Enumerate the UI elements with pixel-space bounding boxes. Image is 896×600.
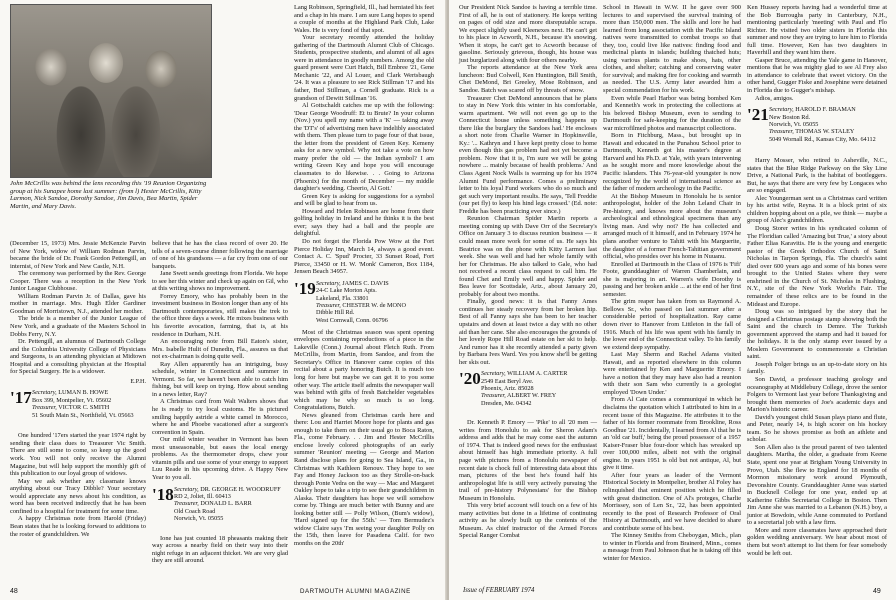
paragraph: Harry Mosser, who retired to Asheville, N.C., states that the Blue Ridge Parkway on the Sky Line Drive, a National Park, is the habitat of bootleggers. But, he says that there are very few by Longaces who are so engaged. <box>747 157 887 195</box>
paragraph: William Rodman Parvin Jr. of Dallas, gave his mother in marriage. Mrs. Hugh Elder Gardiner Goodman of Morristown, N.J., attended her mother. <box>10 292 146 315</box>
paragraph: Even while Pearl Harbor was being bombed Ken and Kenneth's work in protecting the collections at his beloved Bishop Museum, even to sending to Dartmouth for safe-keeping for the duration of the war microfilmed photos and manuscript collections. <box>603 94 741 132</box>
class-header-1920 <box>459 370 597 416</box>
secretary-label: Secretary, <box>769 106 794 114</box>
paragraph: Our mild winter weather in Vermont has been most unseasonable, but eases the local energy problems. As the thermometer drops, chew your vitamin pills and use some of your energy to support Luu Reade in his upcoming drive. A Happy New Year to you all. <box>152 436 288 481</box>
paragraph: At the Bishop Museum in Honolulu he is senior anthropologist, holder of the John Leland Chair in Pre-history, and knows more about the museum's archeological and ethnological specimens than any living man. And why not? He has collected and arranged much of it himself, and in February 1974 he plans another venture to Tahiti with his Marguerite, the daughter of a former French-Tahitian government official, who presides over his home in Nuuanu. <box>603 192 741 261</box>
paragraph: Howard and Helen Robinson are home from their golfing holiday in Ireland and he thinks it is the best ever; says they had a ball and the people are delightful. <box>294 207 434 238</box>
secretary-address-2: Phoenix, Ariz. 85028 <box>481 385 534 393</box>
paragraph: Dr. Pettengill, an alumnus of Dartmouth College and the Columbia University College of Physicians and Surgeons, is an attending physician at Midtown Hospital and a consulting physician at the Hospital for Special Surgery. He is a widower. <box>10 338 146 376</box>
treasurer-address: Dibble Hill Rd. <box>316 309 355 317</box>
paragraph: More and more classmates have approached their golden wedding anniversary. We hear about most of them but won't attempt to list them for fear somebody would be left out. <box>747 526 887 557</box>
paragraph: Our President Nick Sandoe is having a terrible time. First of all, he is out of stationery. He keeps writing on pages of odd size and more disreputable scraps. We expect slightly used Kleenexes next. He can't get to his place in Acworth, N.H., because it's snowing. When it stops, he can't get to Acworth because of gasoline. Seriously grievous, though, his house was just burglarized along with four others nearby. <box>459 4 597 64</box>
secretary-label: Secretary, <box>174 485 199 493</box>
paragraph: Joseph Folger brings us an up-to-date story on his family. <box>747 360 887 376</box>
treasurer-name: THOMAS W. STALEY <box>795 128 855 136</box>
class-officers <box>32 389 134 419</box>
right-page <box>449 0 896 600</box>
paragraph: The grim reaper has taken from us Raymond A. Bellows Sr., who passed on last summer after a considerable period of hospitalization. Ray came down river to Hanover from Littleton in the fall of 1916. Much of his life was spent with his family in the lower end of the Connecticut valley. To his family we extend deep sympathy. <box>603 298 741 351</box>
paragraph: The ceremony was performed by the Rev. George Cooper. There was a reception in the New York Junior League Clubhouse. <box>10 270 146 293</box>
paragraph: A Christmas card from Walt Walters shows that he is ready to try local customs. He is pictured smiling happily astride a white camel in Morocco, where he and Phoebe vacationed after a surgeon's convention in Spain. <box>152 398 288 436</box>
photo-caption: John McCrillis was behind the lens recording this '19 Reunion Organizing group at his Sunapee home last summer: (from l) Hester McCrillis, Kitty Larmon, Nick Sandoe, Dorothy Sandoe, Jim Davis, Bea Martin, Spider Martin, and Mary Davis. <box>10 180 207 210</box>
paragraph: believe that he has the class record of over 20. He tells of a seven-course dinner following the marriage of one of his grandsons — a far cry from one of our banquets. <box>152 240 288 270</box>
page-number: 49 <box>873 588 881 595</box>
paragraph: The bride is a member of the Junior League of New York, and a graduate of the Masters School in Dobbs Ferry, N.Y. <box>10 315 146 338</box>
paragraph: A happy Christmas note from Harold (Friday) Bean states that he is looking forward to additions to the roster of grandchildren. We <box>10 515 146 538</box>
treasurer-address: 5049 Wornall Rd., Kansas City, Mo. 64112 <box>769 135 876 143</box>
paragraph: Doug was so intrigued by the story that he designed a Christmas postage stamp showing both the Saint and the church in Demre. The Turkish government approved the stamp and had it issued for the holidays. It is the only stamp ever issued by a Moslem Government to commemorate a Christian saint. <box>747 308 887 361</box>
treasurer-label: Treasurer, <box>174 500 199 508</box>
paragraph: (December 15, 1973) Mrs. Jessie McKenzie Parvin of New York, widow of William Rodman Parvin, became the bride of Dr. Frank Gordon Pettengill, an internist, of New York and New Castle, N.H. <box>10 240 146 270</box>
treasurer-name: DONALD L. BARR <box>200 500 252 508</box>
paragraph: One hundred '17ers started the year 1974 right by sending their class dues to Treasurer Vic Smith. There are still some to come, so keep up the good work. You will not only receive the Alumni Magazine, but will help support the monthly gift of this publication to our loyal group of widows. <box>10 432 146 478</box>
class-officers <box>769 106 876 143</box>
secretary-name: JAMES C. DAVIS <box>342 279 389 287</box>
right-column-3 <box>747 4 887 557</box>
class-officers <box>316 280 406 324</box>
secretary-address: New Boston Rd. <box>769 113 811 121</box>
left-column-1 <box>10 240 146 538</box>
treasurer-address-2: West Cornwall, Conn. 06796 <box>316 316 388 324</box>
paragraph: Alec Youngerman sent us a Christmas card written by his artist wife, Reyna. It is a block print of six children hopping about on a pile, we think — maybe a group of Alec's grandchildren. <box>747 194 887 225</box>
paragraph: Forrey Emory, who has probably been in the investment business in Boston longer than any of his Dartmouth contemporaries, still makes the trek to the office three days a week. He mixes business with his favorite avocation, farming, that is, at his residence in Durham, N.H. <box>152 292 288 338</box>
class-number: '17 <box>10 388 32 408</box>
paragraph: The Kinney Smiths from Cheboygan, Mich., plan to winter in Florida and from Brainerd, Minn., comes a message from Paul Johnson that he is taking off this winter for Mexico. <box>603 532 741 562</box>
paragraph: Jane Swett sends greetings from Florida. We hope to see her this winter and check up again on Gil, who at this writing shows no improvement. <box>152 270 288 293</box>
paragraph: Son Allen also is the proud parent of two talented daughters. Martha, the older, a graduate from Keene State, spent one year at Brigham Young University in Provo, Utah. She flew to England for 18 months of Mormon missionary work around Plymouth, Devonshire County. Granddaughter Anne was started in Bucknell College for one year, ended up at Katherine Gibbs Secretarial College in Boston. Then Jim Anne she was married to a Lebanon (N.H.) boy, a junior at Bowdoin, while Anne commuted to Portland to a secretarial job with a law firm. <box>747 443 887 527</box>
left-column-3 <box>294 4 434 548</box>
paragraph: Son David, a professor teaching geology and oceanography at Middlebury College, drove the senior Folgers to Vermont last year before Thanksgiving and brought them memories of Joe's academic days and Marion's historic career. <box>747 375 887 414</box>
class-header-1919 <box>294 280 434 326</box>
secretary-address: Box 399, Montpelier, Vt. 05602 <box>32 396 112 404</box>
paragraph: Green Key is asking for suggestions for a symbol and will be glad to hear from us. <box>294 192 434 208</box>
paragraph: Doug Storer writes in his syndicated column of The Floridian called 'Amazing but True,' a story about Father Elias Karavitis. He is the young and energetic pastor of the Greek Orthodox Church of Saint Nicholas in Tarpon Springs, Fla. The church's saint died over 600 years ago and some of his bones were brought to the United States where they were enshrined in the Church of St. Nicholas in Flushing, N.Y., site of the New York World's Fair. The remainder of these relics are to be found in the Mideast and Europe. <box>747 225 887 308</box>
paragraph: Enrolled at Dartmouth in the Class of 1976 is 'Fifi' Foote, granddaughter of Warren Chamberlain, and she is majoring in art. Warren's wife Dorothy is passing and her broken ankle ... at the end of her first semester. <box>603 260 741 298</box>
treasurer-address: 51 South Main St., Northfield, Vt. 05663 <box>32 411 134 419</box>
treasurer-label: Treasurer, <box>481 392 506 400</box>
paragraph: News gleaned from Christmas cards here and there: Lou and Harriet Moore hope for plants and gas enough to take them on their usual go to Boca Raton, Fla., come February. . . Jim and Hester McCrillis enclose lovely colored photographs of an early summer 'Reunion' meeting — George and Marion Rand disclose plans for going to Sea Island, Ga., in Christmas with Kathleen Renouv. They hope to see Fay and Honey Jackson too as they Strolle-on-back through Ponte Vedra on the way — Mac and Margaret Oakley hope to take a trip to see their grandchildren in Alaska. Their daughters has hope we will somehow come by. Things are much better with Bunny and are looking better still — Polly Wilson, (Bum's widow), 'Hard signed up for the 55th.' — Tom Bermudez's widow Claire says 'I'm seeing your daughter Polly on the 15th, then leave for Pasadena Calif. for two months on the 20th' <box>294 411 434 547</box>
paragraph: Gasper Bruce, attending the Yale game in Hanover, mentions that he was mighty glad to see Al Frey also in attendance to celebrate that sweet victory. On the other hand, Gugger Fiske and Josephine were detained in Florida due to Gugger's mishap. <box>747 56 887 95</box>
magazine-footer: DARTMOUTH ALUMNI MAGAZINE <box>300 588 411 595</box>
secretary-address-2: Lakeland, Fla. 33801 <box>316 294 369 302</box>
treasurer-name: CHESTER W. de MONO <box>342 301 406 309</box>
secretary-label: Secretary, <box>32 389 57 397</box>
secretary-address-2: Norwich, Vt. 05055 <box>769 120 819 128</box>
secretary-address: RD 2, Joliet, Ill. 60413 <box>174 492 231 500</box>
paragraph: After four years as leader of the Vermont Historical Society in Montpelier, brother Al Foley has relinquished that eminent position which he filled with great distinction. One of Al's proteges, Charlie Morrissey, son of Len Sr., '22, has been appointed recently to the post of Research Professor of Oral History at Dartmouth, and we have decided to share and contribute some of his best. <box>603 471 741 532</box>
treasurer-name: VICTOR C. SMITH <box>58 404 110 412</box>
class-number: '19 <box>294 278 316 298</box>
paragraph: Ione has just counted 18 pheasants making their way across a nearby field on their way into their night refuge in an adjacent thicket. We are very glad they are still around. <box>152 534 288 565</box>
paragraph: May we ask whether any classmate knows anything about our Tracy Dibble? Your secretary would appreciate any news about his condition, as word has been received indirectly that he has been confined to a hospital for treatment for some time. <box>10 477 146 515</box>
secretary-address: 2549 East Beryl Ave. <box>481 377 534 385</box>
paragraph: School in Hawaii in W.W. II he gave over 900 lectures to and supervised the survival training of more than 150,000 men. The skills and lore he had learned from long association with the Pacific Island natives were transmitted to combat troops so that they, too, could live like natives: finding food and medicinal plants in islands; building thatched huts; using various plants to make shoes, hats, other clothes, and shelter; catching and conserving water for survival; and making fire for cooking and warmth as needed. The U.S. Army later awarded him a special commendation for his work. <box>603 4 741 95</box>
secretary-name: DR. GEORGE H. WOODRUFF <box>200 485 281 493</box>
treasurer-address: Old Coach Road <box>174 507 216 515</box>
reunion-group-photo <box>10 4 212 178</box>
treasurer-label: Treasurer, <box>316 301 341 309</box>
secretary-label: Secretary, <box>316 279 341 287</box>
paragraph: Ken Hussey reports having had a wonderful time at the Bob Burroughs party in Canterbury, N.H., mentioning particularly 'meeting' with Paul and Flo Richter. He visited two older sisters in Florida this summer and now they are trying to lure him to Florida full time. However, Ken has two daughters in Haverhill and they want him there. <box>747 4 887 57</box>
paragraph: Al Gottschaldt catches me up with the following: 'Dear George Woodruff: Et tu Brute? In your column (Nov.) you spell my name with a 'K' — taking away the 'DT's' of advertising men have indelibly associated with them. Then please turn to page four of that issue, the letter from the president of Green Key. Kemeny asks for a new symbol. Why not take a vote on how many prefer the old — the Indian symbol? I am writing Green Key and hope you will encourage classmates to do likewise. . . Going to Arizona (Phoenix) for the month of December — my middle daughter's wedding. Cheerio, Al Gott.' <box>294 102 434 193</box>
class-number: '21 <box>747 105 769 125</box>
paragraph: Ray Allen apparently has an intriguing, busy schedule, winter in Connecticut and summer in Vermont. So far, we haven't been able to catch him fishing, but will keep on trying. How about sending in a news letter, Ray? <box>152 360 288 398</box>
treasurer-label: Treasurer, <box>769 128 794 136</box>
paragraph: Dr. Kenneth P. Emory — 'Pike' to all '20 men — writes from Honolulu to ask for Sheron Adam's address and adds that he may come east the autumn of 1974. That is indeed good news for the enthusiast about himself has high immediate priority. A full page with pictures from a Honolulu newspaper of recent date is chock full of interesting data about this man, pictures of the best he's found half his anthropologist life is still very actively pursuing 'the trail of pre-history Polynesians' for the Bishop Museum in Honolulu. <box>459 419 597 502</box>
paragraph: Lang Robinson, Springfield, Ill., had herniated his feet and a chap in his mare. I am sure Lang hopes to spend a couple of months at the Highland Park Club, Lake Wales. He is very fond of that spot. <box>294 4 434 34</box>
class-header-1921 <box>747 106 887 154</box>
class-number: '18 <box>152 484 174 504</box>
secretary-name: LUMAN B. HOWE <box>58 389 109 397</box>
paragraph: Adios, amigos. <box>755 94 794 102</box>
paragraph: Reunion Chairman Spider Martin reports a meeting coming up with Dave Orr of the Secretary's Office on January 3 to discuss reunion business — it could mean more work for some of us. He says his Beatrice was on the phone with Kitty Larmon last week. She was well and had her whole family with her for Christmas. He also talked to Gale, who had not received a recent class request to call him. He found Chet and Emily well and happy. Spider and Bea leave for Scottsdale, Ariz., about January 20, probably for about two months. <box>459 215 597 298</box>
paragraph: This very brief account will touch on a few of his many activities but done in a lifetime of continuing activity as he slowly built up the contents of the Museum. As chief instructor of the Armed Forces Special Ranger Combat <box>459 502 597 540</box>
left-column-2 <box>152 240 288 565</box>
treasurer-label: Treasurer, <box>32 404 57 412</box>
paragraph: Your secretary recently attended the holiday gathering of the Dartmouth Alumni Club of Chicago. Students, prospective students, and alumni of all ages were in attendance in goodly numbers. Among the old guard present were Curt Hatch, Bill Embree '21, Gene Mechanic '22, and Al Louer, and Clark Wertsbaugh '24. It was a pleasure to see Rick Stillman '17 and his father, Bud Stillman, a Cornell graduate. Rick is a grandson of Dewitt Stillman '16. <box>294 34 434 102</box>
class-header-1917 <box>10 389 146 429</box>
paragraph: Do not forget the Florida Pow Wow at the Fort Pierce Holiday Inn, March 14, always a good event. Contact A. C. 'Spud' Procter, 33 Sunset Road, Fort Pierce, 33450 or H. W. 'Monk' Cameron, Box 1184, Jensen Beach 34957. <box>294 237 434 276</box>
page-number: 48 <box>10 588 18 595</box>
class-officers <box>174 486 281 523</box>
class-officers <box>481 370 567 407</box>
secretary-label: Secretary, <box>481 370 506 378</box>
issue-date: Issue of FEBRUARY 1974 <box>463 587 535 594</box>
class-header-1918 <box>152 486 288 532</box>
right-column-1 <box>459 4 597 540</box>
signature: E.P.H. <box>130 377 146 385</box>
right-column-2 <box>603 4 741 562</box>
secretary-name: WILLIAM A. CARTER <box>507 370 568 378</box>
paragraph: Most of the Christmas season was spent opening envelopes containing reproductions of a piece in the Lakeville (Conn.) Journal about Fletch Ruth. From McCrillis, from Martin, from Sandoe, and from the Secretary's Office in Hanover came copies of this recital about a party honoring Butch. It is much too long for here but maybe we can get it to you some other way. The article itself admits the newspaper wall was behind with gifts of fresh Batchelder vegetables which may be why so much is so long. Congratulations, Butch. <box>294 328 434 412</box>
treasurer-address: Dresden, Me. 04342 <box>481 399 532 407</box>
left-page <box>0 0 447 600</box>
treasurer-address-2: Norwich, Vt. 05055 <box>174 515 224 523</box>
secretary-name: HAROLD F. BRAMAN <box>795 106 856 114</box>
paragraph: The reports attendance at the New York area luncheon: Bud Colwell, Ken Huntington, Bill Smith, Chet DeMond, Bri Greeley, Mose Robinson, and Sandoe. Batch was scared off by threats of snow. <box>459 64 597 95</box>
paragraph: David's youngest child Susan plays piano and flute, and Peter, nearly 14, is high scorer on his hockey team. So he shows promise as both an athlete and scholar. <box>747 413 887 444</box>
secretary-address: 24-C Lake Morton Apts. <box>316 287 377 295</box>
paragraph: Treasurer Chet DeMond announces that he plans to stay in New York this winter in his comfortable, warm apartment. 'We will not even go up to the Connecticut house unless something happens up there like the burglary the Sandoes had.' He encloses a short note from Charlie Warner in Hopkinsville, Ky.: '... Kathryn and I have kept pretty close to home even though this gas problem had not yet become a problem. Now that it is, I'm sure we will be going nowhere ... mainly because of health problems.' And Class Agent Nock Walls is warming up for his 1974 Alumni Fund performance. Comes a preliminary letter to his loyal Fund workers who do so much and get such very important results. He says, 'Tell Freddie (our pet fly) to keep his hind legs crossed.' (Ed. note: Freddie has been practicing ever since.) <box>459 94 597 215</box>
paragraph: An encouraging note from Bill Eaton's sister, Mrs. Isabelle Hulit of Dunedin, Fla., assures us that not ex-chairman is doing quite well. <box>152 338 288 361</box>
paragraph: Born in Fitchburg, Mass., but brought up in Hawaii and educated in the Punahou School prior to Dartmouth, Kenneth got his master's degree at Harvard and his Ph.D. at Yale, with years intervening as he sought more and more knowledge about the Pacific islanders. This 76-year-old youngster is now recognized by the world of international science as the father of modern archeology in the Pacific. <box>603 132 741 193</box>
paragraph: From Al Cate comes a communiqué in which he disclaims the quotation which I attributed to him in a recent issue of this Magazine. He attributes it to the father of his former roommate from Brookline, Ross Goodhue '21. Incidentally, I learned from Al that he is an 'old car buff,' being the proud possessor of a 1957 Kaiser-Fraser blue four-door which has wreaked up over 100,000 miles, albeit not with the original engine. In years 1951 is old but not antique, Al, but give it time. <box>603 396 741 472</box>
treasurer-name: ALBERT W. FREY <box>507 392 557 400</box>
paragraph: Finally, good news: it is that Fanny Ames continues her steady recovery from her broken hip. Best of all Fanny says she has been to her teacher upstairs and down at least twice a day with no other aid than her cane. She also encourages the grounds of her lovely Rope Hill Road estate on her ski to help. And rumor has it she recently attended a party given by Barbara Ives Ward. Yes you know she'll be getting her skis out. <box>459 298 597 366</box>
paragraph: Last May Sherm and Rachel Adams visited Hawaii, and as reported elsewhere in this column were entertained by Ken and Marguerite Emory. I have a notion that they may have also had a reunion with their son Sam who currently is a geologist employed 'Down Under.' <box>603 351 741 396</box>
class-number: '20 <box>459 369 481 389</box>
